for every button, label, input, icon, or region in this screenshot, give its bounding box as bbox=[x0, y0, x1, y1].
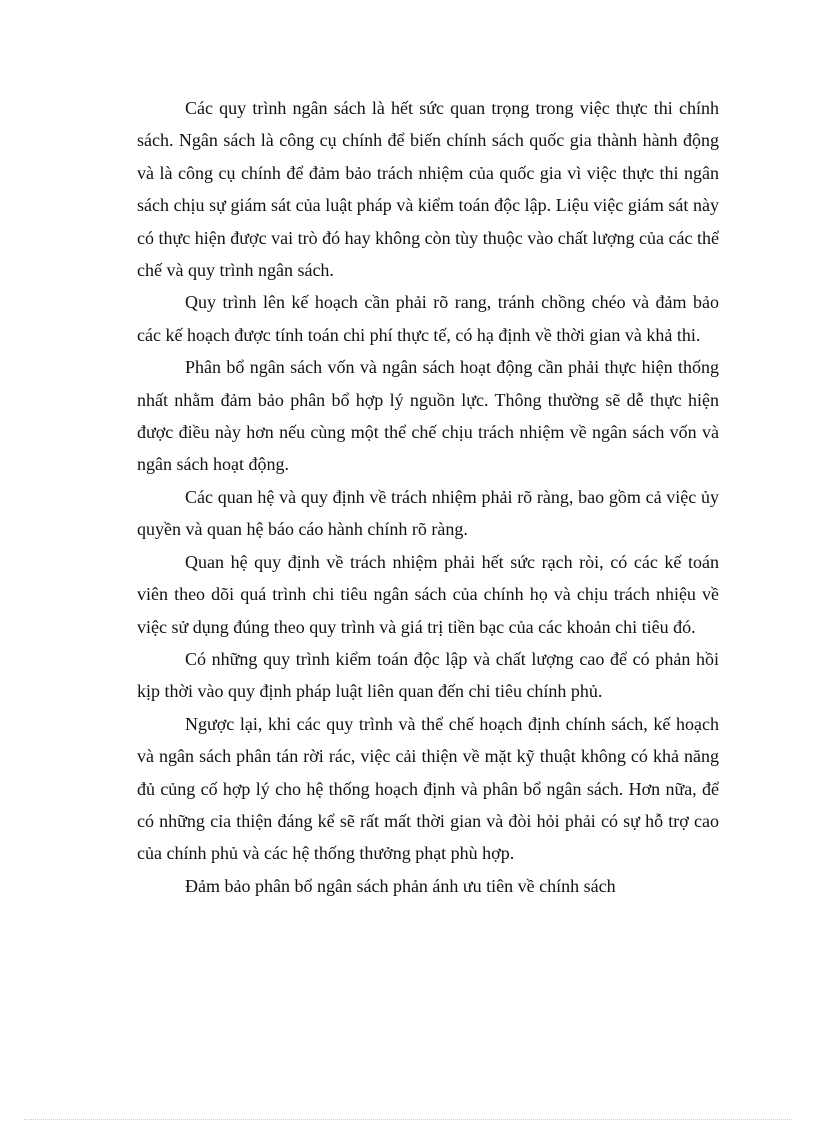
paragraph-responsibility-relations: Các quan hệ và quy định về trách nhiệm phải rõ ràng, bao gồm cả việc ủy quyền và quan hệ báo cáo hành chính rõ ràng. bbox=[137, 486, 719, 540]
paragraph-capital-operating-budget: Phân bổ ngân sách vốn và ngân sách hoạt động cần phải thực hiện thống nhất nhằm đảm bảo phân bổ hợp lý nguồn lực. Thông thường sẽ dễ thực hiện được điều này hơn nếu cùng một thể chế chịu trách nhiệm về ngân sách vốn và ngân sách hoạt động. bbox=[137, 357, 719, 475]
paragraph-independent-audit: Có những quy trình kiểm toán độc lập và chất lượng cao để có phản hồi kịp thời vào quy định pháp luật liên quan đến chi tiêu chính phủ. bbox=[137, 648, 719, 702]
paragraph-planning-process: Quy trình lên kế hoạch cần phải rõ rang, tránh chồng chéo và đảm bảo các kế hoạch được tính toán chi phí thực tế, có hạ định về thời gian và khả thi. bbox=[137, 292, 719, 345]
paragraph-policy-priorities: Đảm bảo phân bổ ngân sách phản ánh ưu tiên về chính sách bbox=[185, 875, 616, 896]
paragraph-budget-process-importance: Các quy trình ngân sách là hết sức quan trọng trong việc thực thi chính sách. Ngân sách là công cụ chính để biến chính sách quốc gia thành hành động và là công cụ chính để đảm bảo trách nhiệm của quốc gia vì việc thực thi ngân sách chịu sự giám sát của luật pháp và kiểm toán độc lập. Liệu việc giám sát này có thực hiện được vai trò đó hay không còn tùy thuộc vào chất lượng của các thể chế và quy trình ngân sách. bbox=[137, 98, 719, 281]
document-body bbox=[137, 92, 719, 902]
paragraph-fragmented-processes: Ngược lại, khi các quy trình và thể chế hoạch định chính sách, kế hoạch và ngân sách phân tán rời rác, việc cải thiện về mặt kỹ thuật không có khả năng đủ củng cố hợp lý cho hệ thống hoạch định và phân bổ ngân sách. Hơn nữa, để có những cỉa thiện đáng kể sẽ rất mất thời gian và đòi hỏi phải có sự hỗ trợ cao của chính phủ và các hệ thống thưởng phạt phù hợp. bbox=[137, 713, 719, 864]
page-bottom-divider bbox=[24, 1119, 792, 1120]
paragraph-accountability-rules: Quan hệ quy định về trách nhiệm phải hết sức rạch ròi, có các kế toán viên theo dõi quá trình chi tiêu ngân sách của chính họ và chịu trách nhiệu về việc sử dụng đúng theo quy trình và giá trị tiền bạc của các khoản chi tiêu đó. bbox=[137, 551, 719, 637]
